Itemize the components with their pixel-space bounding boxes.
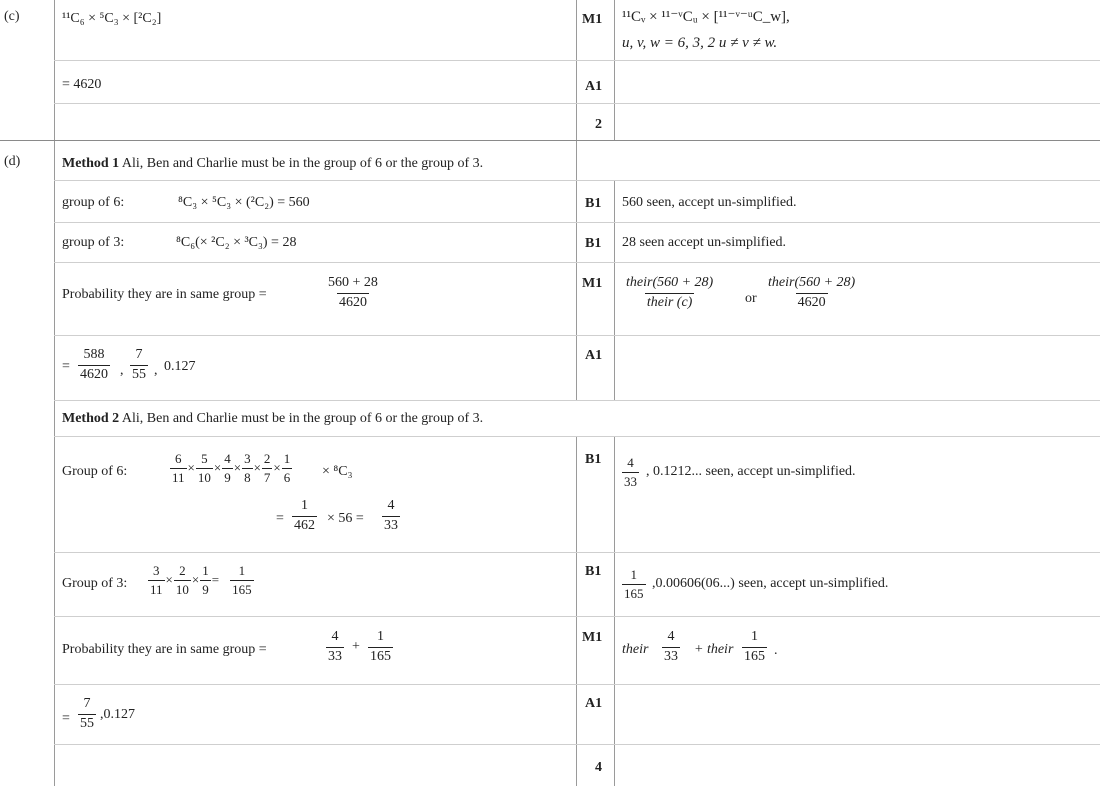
- fraction-denominator: 6: [283, 469, 291, 485]
- fraction-numerator: 4: [224, 451, 231, 466]
- product-fraction: [222, 452, 233, 484]
- product-fraction: [282, 452, 293, 484]
- group6-label: group of 6:: [62, 195, 125, 210]
- col-divider-mark-right: [614, 436, 615, 786]
- operator: =: [211, 572, 220, 588]
- fraction-numerator: 1: [283, 451, 291, 466]
- fraction-numerator: 1: [238, 563, 246, 578]
- m2-prob-note-dot: .: [774, 643, 778, 658]
- fraction-denominator: 33: [664, 648, 678, 664]
- fraction-numerator: 4: [667, 629, 675, 644]
- row-divider: [54, 436, 1100, 437]
- fraction-numerator: 7: [135, 347, 143, 362]
- operator: ×: [273, 460, 281, 476]
- part-label-d: (d): [4, 154, 21, 169]
- c-result: = 4620: [62, 77, 102, 92]
- group6-expression: ⁸C₃ × ⁵C₃ × (²C₂) = 560: [178, 195, 310, 210]
- col-divider-mark-left: [576, 436, 577, 786]
- method1-title: Method 1: [62, 156, 120, 171]
- fraction-denominator: 9: [224, 469, 231, 485]
- row-divider: [54, 335, 1100, 336]
- row-divider: [54, 222, 1100, 223]
- operator: ×: [187, 460, 195, 476]
- row-divider: [54, 60, 1100, 61]
- fraction-numerator: 7: [83, 696, 91, 711]
- fraction-numerator: 1: [377, 629, 384, 644]
- fraction-denominator: 33: [624, 473, 637, 489]
- col-divider-mark-right: [614, 0, 615, 140]
- m2-group6-line2-fraction-2: [382, 499, 400, 533]
- fraction-numerator: 3: [244, 451, 251, 466]
- m2-prob-note-fraction-1: [662, 630, 680, 664]
- method2-heading: [62, 412, 483, 426]
- row-divider: [54, 262, 1100, 263]
- m2-group3-product: [148, 564, 254, 596]
- m2-probability-fraction-1: [326, 630, 344, 664]
- fraction-numerator: 1: [202, 563, 209, 578]
- fraction-denominator: 9: [202, 581, 209, 597]
- fraction-numerator: 4: [627, 455, 634, 470]
- row-divider: [54, 616, 1100, 617]
- operator: ×: [253, 460, 261, 476]
- group3-mark: B1: [585, 236, 602, 251]
- m2-answer-mark: A1: [585, 696, 603, 711]
- m2-group6-product: [170, 452, 292, 484]
- fraction-numerator: 2: [263, 451, 271, 466]
- part-label-c: (c): [4, 9, 20, 24]
- product-fraction: [196, 452, 213, 484]
- fraction-denominator: 10: [175, 581, 189, 597]
- method2-title: Method 2: [62, 411, 120, 426]
- method1-text: Ali, Ben and Charlie must be in the group of 6 or the group of 3.: [119, 156, 484, 171]
- m2-group6-line2-equals: =: [276, 511, 284, 526]
- group6-mark: B1: [585, 196, 602, 211]
- c-total-marks: 2: [595, 117, 602, 132]
- product-fraction: [170, 452, 187, 484]
- group6-note: 560 seen, accept un-simplified.: [622, 195, 797, 210]
- c-note-line2: u, v, w = 6, 3, 2 u ≠ v ≠ w.: [622, 35, 778, 51]
- fraction-denominator: 165: [744, 648, 765, 664]
- row-divider: [54, 744, 1100, 745]
- fraction-denominator: 165: [232, 581, 252, 597]
- m2-probability-plus: +: [352, 639, 360, 654]
- d-total-marks: 4: [595, 760, 602, 775]
- col-divider-part: [54, 0, 55, 786]
- fraction-numerator: 5: [201, 451, 208, 466]
- fraction-denominator: 11: [172, 469, 185, 485]
- c-expression: ¹¹C₆ × ⁵C₃ × [²C₂]: [62, 11, 162, 26]
- fraction-denominator: 4620: [80, 366, 108, 382]
- fraction-denominator: 462: [294, 517, 315, 533]
- fraction-numerator: 1: [301, 498, 308, 513]
- group3-expression: ⁸C₆(× ²C₂ × ³C₃) = 28: [176, 235, 297, 250]
- group3-label: group of 3:: [62, 235, 125, 250]
- fraction-denominator: 55: [132, 366, 146, 382]
- method1-heading: [62, 157, 483, 171]
- m2-probability-mark: M1: [582, 630, 603, 645]
- fraction-denominator: 7: [263, 469, 271, 485]
- m2-group3-label: Group of 3:: [62, 576, 128, 591]
- fraction-numerator: their(560 + 28): [768, 275, 856, 290]
- answer-mark: A1: [585, 348, 603, 363]
- fraction-denominator: 11: [150, 581, 163, 597]
- fraction-denominator: 55: [80, 715, 94, 731]
- fraction-numerator: 588: [83, 347, 105, 362]
- m2-group6-line2-fraction-1: [292, 499, 317, 533]
- row-divider: [54, 552, 1100, 553]
- operator: ×: [165, 572, 173, 588]
- c-mark-a1: A1: [585, 79, 603, 94]
- answer-comma: ,: [154, 363, 158, 378]
- fraction-numerator: their(560 + 28): [626, 275, 714, 290]
- m2-answer-fraction: [78, 697, 96, 731]
- fraction-denominator: 165: [370, 648, 391, 664]
- m2-answer-equals: =: [62, 711, 70, 726]
- product-fraction: [262, 452, 273, 484]
- m2-group6-mark: B1: [585, 452, 602, 467]
- operator: ×: [213, 460, 222, 476]
- probability-mark: M1: [582, 276, 603, 291]
- fraction-numerator: 1: [630, 567, 637, 582]
- fraction-numerator: 560 + 28: [328, 275, 378, 290]
- operator: ×: [191, 572, 200, 588]
- fraction-numerator: 1: [751, 629, 758, 644]
- fraction-denominator: their (c): [646, 294, 693, 310]
- group3-note: 28 seen accept un-simplified.: [622, 235, 787, 250]
- fraction-numerator: 4: [331, 629, 339, 644]
- fraction-denominator: 8: [244, 469, 251, 485]
- col-divider-mark-right: [614, 180, 615, 400]
- m2-group6-note-fraction: [622, 456, 639, 488]
- answer-comma: ,: [120, 363, 124, 378]
- row-divider: [54, 684, 1100, 685]
- m2-group6-tail: × ⁸C₃: [322, 464, 353, 479]
- fraction-numerator: 4: [387, 498, 395, 513]
- m2-group6-line2-mid: × 56 =: [327, 511, 364, 526]
- fraction-numerator: 3: [153, 563, 160, 578]
- m2-group3-mark: B1: [585, 564, 602, 579]
- row-divider: [54, 180, 1100, 181]
- product-fraction: [174, 564, 191, 596]
- fraction-denominator: 4620: [797, 294, 826, 310]
- answer-fraction-2: [130, 348, 148, 382]
- fraction-numerator: 2: [179, 563, 186, 578]
- fraction-denominator: 33: [328, 648, 342, 664]
- m2-probability-label: Probability they are in same group =: [62, 642, 267, 657]
- m2-group3-note: ,0.00606(06...) seen, accept un-simplified.: [652, 576, 889, 591]
- answer-fraction-1: [78, 348, 110, 382]
- m2-prob-note-their: their: [622, 642, 649, 657]
- operator: ×: [233, 460, 242, 476]
- m2-prob-note-plus-their: + their: [694, 642, 734, 657]
- prob-note-or: or: [745, 291, 757, 306]
- product-fraction: [200, 564, 211, 596]
- probability-label: Probability they are in same group =: [62, 287, 267, 302]
- m2-group3-note-fraction: [622, 568, 646, 600]
- probability-fraction: [326, 276, 380, 310]
- m2-probability-fraction-2: [368, 630, 393, 664]
- row-divider: [0, 140, 1100, 141]
- c-note-line1: ¹¹Cᵥ × ¹¹⁻ᵛCᵤ × [¹¹⁻ᵛ⁻ᵘC_w],: [622, 9, 790, 25]
- c-mark-m1: M1: [582, 12, 603, 27]
- method2-text: Ali, Ben and Charlie must be in the group of 6 or the group of 3.: [119, 411, 484, 426]
- m2-answer-decimal: ,0.127: [100, 707, 135, 722]
- fraction-denominator: 10: [197, 469, 211, 485]
- product-fraction: [242, 452, 253, 484]
- fraction-denominator: 165: [624, 585, 644, 601]
- product-fraction: [230, 564, 254, 596]
- row-divider: [54, 400, 1100, 401]
- product-fraction: [148, 564, 165, 596]
- answer-equals: =: [62, 359, 70, 374]
- answer-decimal: 0.127: [164, 359, 196, 374]
- prob-note-fraction-a: [624, 276, 715, 310]
- m2-group6-label: Group of 6:: [62, 464, 128, 479]
- fraction-denominator: 33: [384, 517, 398, 533]
- m2-prob-note-fraction-2: [742, 630, 767, 664]
- fraction-denominator: 4620: [338, 294, 367, 310]
- prob-note-fraction-b: [766, 276, 857, 310]
- row-divider: [54, 103, 1100, 104]
- fraction-numerator: 6: [175, 451, 182, 466]
- m2-group6-note: , 0.1212... seen, accept un-simplified.: [646, 464, 856, 479]
